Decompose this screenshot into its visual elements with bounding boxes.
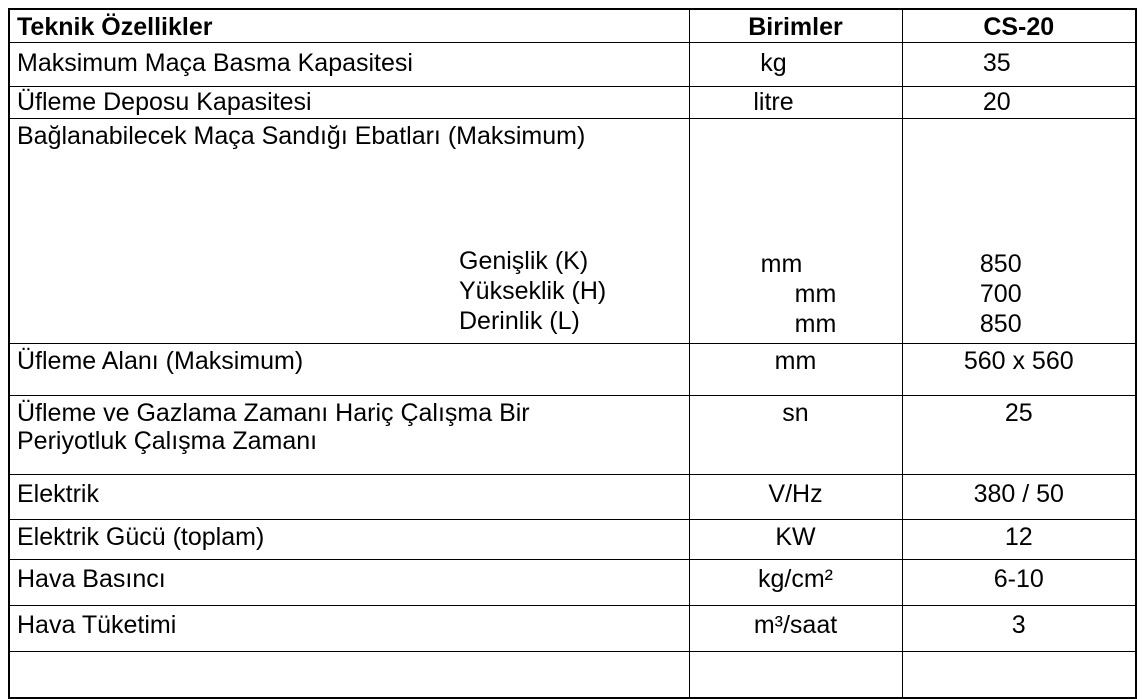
row-label-blow-tank-capacity: Üfleme Deposu Kapasitesi xyxy=(9,87,689,119)
row-values-core-box xyxy=(902,119,1136,344)
table-row xyxy=(9,344,1136,396)
table-row-empty xyxy=(9,652,1136,699)
row-label-air-pressure: Hava Basıncı xyxy=(9,560,689,606)
row-unit: kg xyxy=(689,43,902,87)
table-row xyxy=(9,606,1136,652)
sub-label-height: Yükseklik (H) xyxy=(459,277,607,305)
sub-label-width: Genişlik (K) xyxy=(459,247,589,275)
table-row xyxy=(9,396,1136,475)
row-unit: kg/cm² xyxy=(689,560,902,606)
row-value: 25 xyxy=(902,396,1136,475)
row-value: 35 xyxy=(902,43,1136,87)
header-model: CS-20 xyxy=(902,9,1136,43)
row-label-air-consumption: Hava Tüketimi xyxy=(9,606,689,652)
row-value: 560 x 560 xyxy=(902,344,1136,396)
spec-sheet xyxy=(8,8,1137,699)
table-row xyxy=(9,475,1136,520)
row-value: 20 xyxy=(902,87,1136,119)
row-unit: m³/saat xyxy=(689,606,902,652)
unit-width: mm xyxy=(760,250,803,278)
row-label-electric-power: Elektrik Gücü (toplam) xyxy=(9,520,689,560)
row-label-core-box-dimensions xyxy=(9,119,689,344)
header-units: Birimler xyxy=(689,9,902,43)
table-row xyxy=(9,43,1136,87)
table-row xyxy=(9,560,1136,606)
row-label-blow-area: Üfleme Alanı (Maksimum) xyxy=(9,344,689,396)
value-width: 850 xyxy=(979,250,1022,278)
row-value: 3 xyxy=(902,606,1136,652)
value-height: 700 xyxy=(979,280,1022,308)
unit-depth: mm xyxy=(794,310,837,338)
value-depth: 850 xyxy=(979,310,1022,338)
row-label-cycle-time: Üfleme ve Gazlama Zamanı Hariç Çalışma Bir Periyotluk Çalışma Zamanı xyxy=(9,396,689,475)
technical-spec-table xyxy=(8,8,1137,699)
empty-cell xyxy=(689,652,902,699)
row-value: 12 xyxy=(902,520,1136,560)
row-units-core-box xyxy=(689,119,902,344)
row-label-max-press-capacity: Maksimum Maça Basma Kapasitesi xyxy=(9,43,689,87)
unit-height: mm xyxy=(794,280,837,308)
row-unit: litre xyxy=(689,87,902,119)
table-row xyxy=(9,87,1136,119)
core-box-sub-labels xyxy=(17,246,689,336)
header-feature: Teknik Özellikler xyxy=(9,9,689,43)
row-value: 380 / 50 xyxy=(902,475,1136,520)
empty-cell xyxy=(9,652,689,699)
table-header-row xyxy=(9,9,1136,43)
row-unit: V/Hz xyxy=(689,475,902,520)
table-row-core-box-dimensions xyxy=(9,119,1136,344)
row-value: 6-10 xyxy=(902,560,1136,606)
row-unit: mm xyxy=(689,344,902,396)
empty-cell xyxy=(902,652,1136,699)
sub-label-depth: Derinlik (L) xyxy=(459,307,580,335)
table-row xyxy=(9,520,1136,560)
row-label-electricity: Elektrik xyxy=(9,475,689,520)
row-unit: KW xyxy=(689,520,902,560)
row-unit: sn xyxy=(689,396,902,475)
core-box-title: Bağlanabilecek Maça Sandığı Ebatları (Maksimum) xyxy=(17,122,586,150)
